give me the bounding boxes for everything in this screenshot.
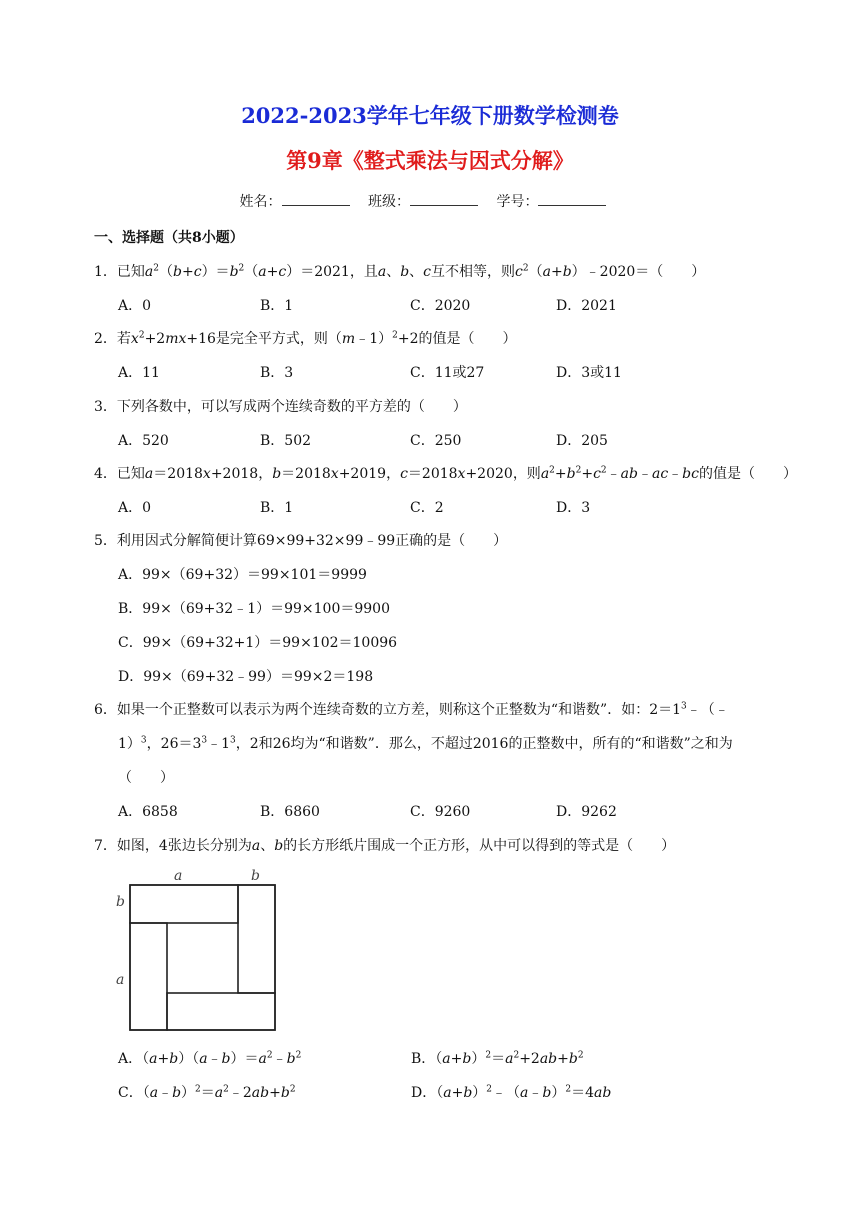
question-7: 7．如图，4张边长分别为a、b的长方形纸片围成一个正方形，从中可以得到的等式是（ ） [94, 838, 676, 854]
option-c[interactable]: C．11或27 [410, 365, 485, 381]
question-6-line-3: （ ） [118, 770, 174, 786]
option-b[interactable]: B．502 [260, 433, 312, 449]
question-6-options [118, 801, 818, 821]
option-d[interactable]: D．3或11 [556, 365, 622, 381]
option-a[interactable]: A．11 [118, 365, 160, 381]
option-d[interactable]: D．3 [556, 500, 591, 516]
option-b[interactable]: B．1 [260, 298, 294, 314]
option-a[interactable]: A．0 [118, 500, 152, 516]
question-3-options [118, 430, 818, 450]
option-c[interactable]: C．$(a﹣b)^2=a^2﹣2ab+b^2$ [118, 1084, 296, 1101]
option-d[interactable]: D．9262 [556, 804, 617, 820]
option-c[interactable]: C．250 [410, 433, 462, 449]
question-3: 3．下列各数中，可以写成两个连续奇数的平方差的（ ） [94, 399, 467, 415]
option-b[interactable]: B．1 [260, 500, 294, 516]
question-4: 4．已知a＝2018x+2018，b＝2018x+2019，c＝2018x+2020，则$a^2+b^2+c^2﹣ab﹣ac﹣bc$的值是（ ） [94, 465, 797, 482]
figure-label-top-b: b [251, 868, 260, 884]
figure-label-left-b: b [116, 894, 125, 910]
question-6-line-2: 1）$^3$，$26=3^3﹣1^3$，2和26均为“和谐数”．那么，不超过2016的正整数中，所有的“和谐数”之和为 [118, 735, 733, 752]
student-info [0, 191, 860, 211]
option-d[interactable]: D．99×（69+32﹣99）＝99×2＝198 [118, 669, 374, 685]
option-c[interactable]: C．2020 [410, 298, 471, 314]
option-a[interactable]: A．6858 [118, 804, 178, 820]
option-a[interactable]: A．$(a+b)(a﹣b)=a^2﹣b^2$ [118, 1050, 302, 1067]
option-d[interactable]: D．2021 [556, 298, 617, 314]
figure-label-left-a: a [116, 972, 125, 988]
question-5: 5．利用因式分解简便计算69×99+32×99﹣99正确的是（ ） [94, 533, 508, 549]
name-label: 姓名： [239, 194, 282, 210]
option-a[interactable]: A．0 [118, 298, 152, 314]
section-heading: 一、选择题（共8小题） [94, 230, 244, 246]
rect-top [130, 885, 238, 923]
option-c[interactable]: C．2 [410, 500, 444, 516]
option-a[interactable]: A．99×（69+32）＝99×101＝9999 [118, 567, 367, 583]
exam-title: 2022-2023学年七年级下册数学检测卷 [241, 103, 619, 128]
option-b[interactable]: B．$(a+b)^2=a^2+2ab+b^2$ [411, 1050, 584, 1067]
id-label: 学号： [496, 194, 539, 210]
rectangles-figure [108, 862, 288, 1038]
option-b[interactable]: B．6860 [260, 804, 320, 820]
question-2-options [118, 362, 818, 382]
option-d[interactable]: D．205 [556, 433, 608, 449]
class-blank [410, 191, 478, 206]
question-1: 1．已知$a^2(b+c)=b^2(a+c)=2021$，且a、b、c互不相等，则$c^2(a+b)﹣2020=$（ ） [94, 263, 706, 280]
name-blank [282, 191, 350, 206]
rect-left [130, 923, 167, 1030]
chapter-title: 第9章《整式乘法与因式分解》 [286, 148, 574, 173]
rect-bottom [167, 993, 275, 1030]
outer-square [130, 885, 275, 1030]
id-blank [538, 191, 606, 206]
option-c[interactable]: C．9260 [410, 804, 471, 820]
question-1-options [118, 295, 818, 315]
option-d[interactable]: D．$(a+b)^2﹣(a﹣b)^2=4ab$ [411, 1084, 612, 1101]
question-2: 2．若$x^2+2mx+16$是完全平方式，则（m﹣1）$^2$+2的值是（ ） [94, 330, 517, 347]
option-c[interactable]: C．99×（69+32+1）＝99×102＝10096 [118, 635, 398, 651]
option-b[interactable]: B．99×（69+32﹣1）＝99×100＝9900 [118, 601, 390, 617]
class-label: 班级： [368, 194, 410, 210]
rect-right [238, 885, 275, 993]
option-a[interactable]: A．520 [118, 433, 169, 449]
question-6-line-1: 6．如果一个正整数可以表示为两个连续奇数的立方差，则称这个正整数为“和谐数”．如：$2=1^3﹣(﹣$ [94, 701, 729, 718]
question-4-options [118, 497, 818, 517]
figure-label-top-a: a [174, 868, 183, 884]
option-b[interactable]: B．3 [260, 365, 294, 381]
